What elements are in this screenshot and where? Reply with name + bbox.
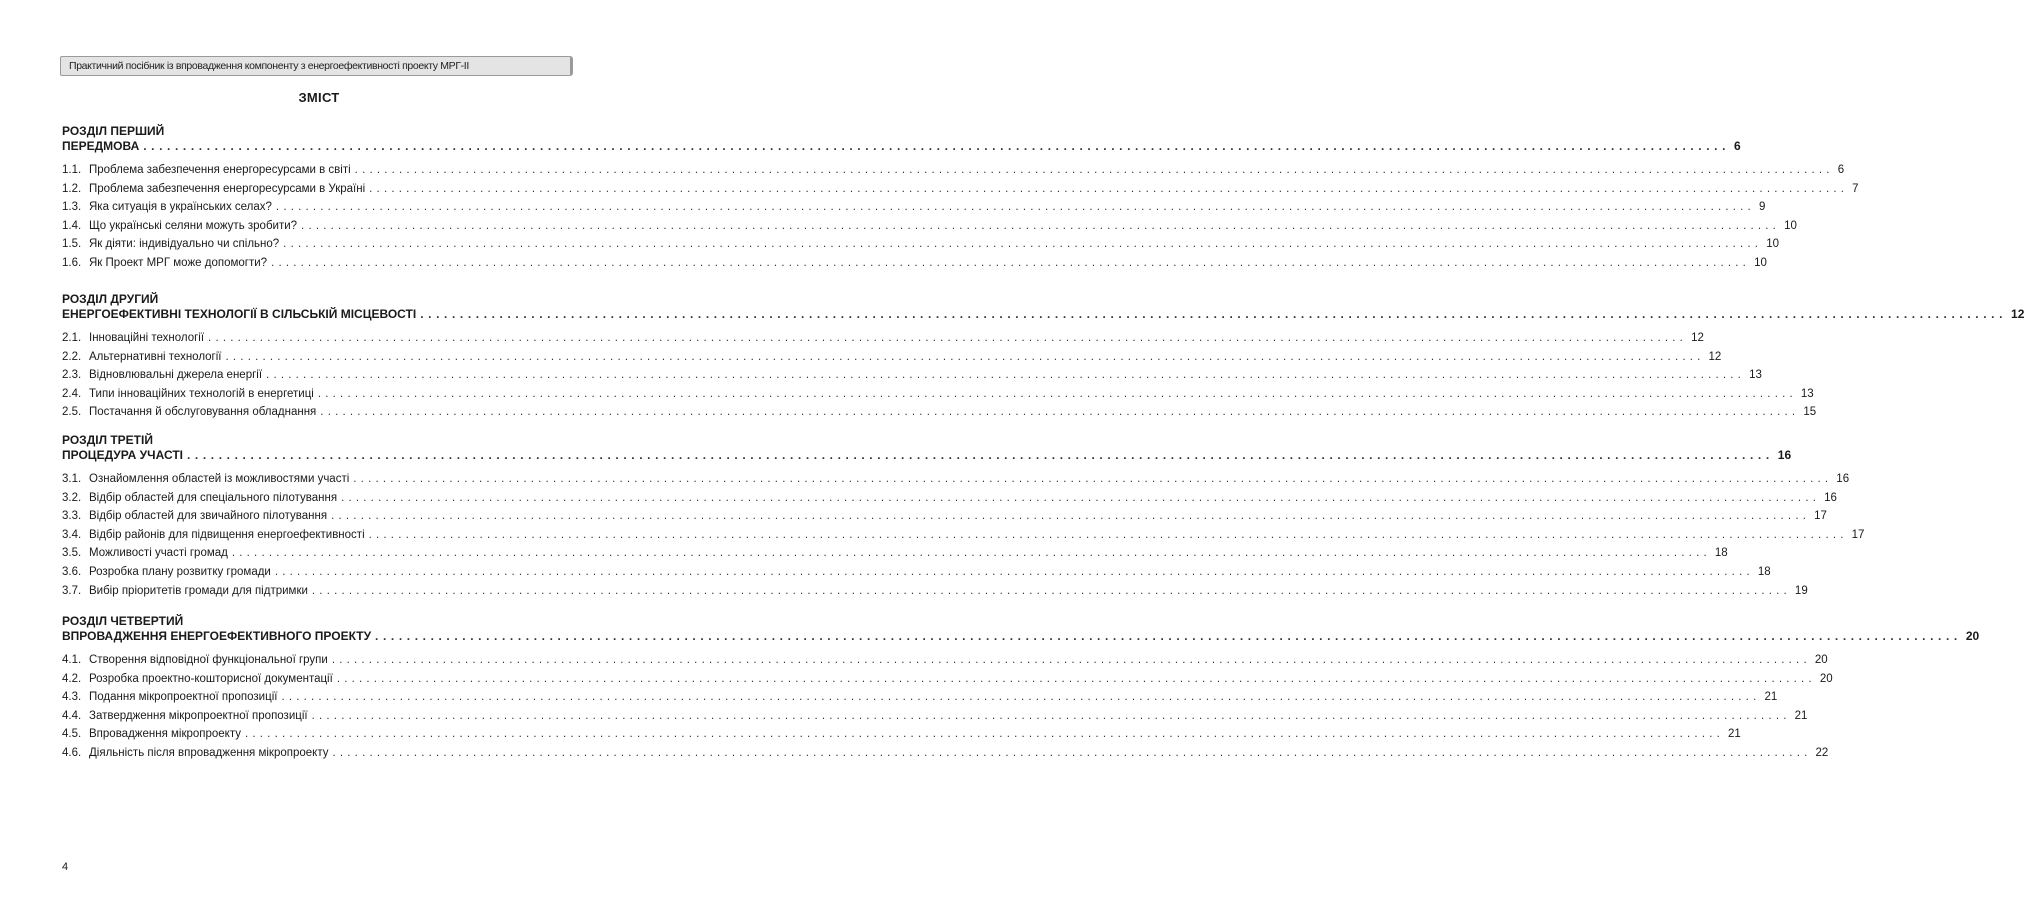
dot-leader: ........................................................................................................................................................................................................	[331, 510, 1811, 523]
dot-leader: ........................................................................................................................................................................................................	[245, 728, 1725, 741]
dot-leader: ........................................................................................................................................................................................................	[186, 448, 1774, 462]
entry-page: 12	[1708, 350, 1722, 363]
section-title-row[interactable]	[62, 307, 2024, 323]
toc-entry[interactable]	[62, 201, 1766, 220]
entry-number: 2.4.	[62, 387, 82, 400]
section-title-row[interactable]	[62, 629, 1980, 645]
dot-leader: ........................................................................................................................................................................................................	[311, 709, 1791, 722]
section-page: 6	[1734, 139, 1741, 153]
entry-page: 18	[1714, 547, 1728, 560]
toc-entry[interactable]	[62, 256, 1767, 276]
toc-entry[interactable]	[62, 369, 1762, 388]
entry-number: 3.6.	[62, 565, 82, 578]
dot-leader: ........................................................................................................................................................................................................	[369, 182, 1849, 195]
entry-label: Відбір районів для підвищення енергоефективності	[89, 528, 365, 541]
toc-entry[interactable]	[62, 528, 1865, 548]
entry-page: 18	[1757, 565, 1771, 578]
entry-label: Проблема забезпечення енергоресурсами в Україні	[89, 182, 366, 195]
entry-label: Альтернативні технології	[89, 350, 222, 363]
toc-entry[interactable]	[62, 219, 1797, 239]
section-name: РОЗДІЛ ТРЕТІЙ	[62, 433, 153, 447]
entry-page: 21	[1728, 728, 1741, 741]
dot-leader: ........................................................................................................................................................................................................	[274, 565, 1754, 578]
entry-page: 13	[1800, 387, 1814, 400]
entry-page: 22	[1815, 746, 1829, 759]
toc-entry[interactable]	[62, 654, 1828, 673]
toc-entry[interactable]	[62, 238, 1779, 257]
toc-entry[interactable]	[62, 510, 1827, 529]
entry-label: Що українські селяни можуть зробити?	[89, 219, 298, 232]
entry-page: 20	[1814, 654, 1828, 666]
entry-page: 16	[1836, 473, 1850, 485]
entry-number: 1.2.	[62, 182, 82, 195]
toc-entry[interactable]	[62, 182, 1859, 202]
toc-entry[interactable]	[62, 672, 1833, 692]
entry-number: 3.5.	[62, 547, 82, 560]
entry-label: Яка ситуація в українських селах?	[89, 201, 272, 214]
toc-section	[62, 124, 1859, 276]
page-number: 4	[62, 861, 69, 873]
entry-page: 17	[1851, 528, 1865, 541]
entry-number: 4.4.	[62, 709, 82, 722]
entry-number: 2.3.	[62, 369, 82, 382]
dot-leader: ........................................................................................................................................................................................................	[341, 491, 1821, 504]
entry-number: 4.2.	[62, 672, 82, 685]
entry-number: 4.5.	[62, 728, 82, 741]
section-page: 20	[1965, 629, 1980, 643]
toc-entry[interactable]	[62, 387, 1814, 407]
entry-page: 6	[1837, 164, 1845, 176]
entry-number: 1.1.	[62, 164, 82, 176]
dot-leader: ........................................................................................................................................................................................................	[332, 746, 1812, 759]
entry-label: Відновлювальні джерела енергії	[89, 369, 263, 382]
entry-number: 3.1.	[62, 473, 82, 485]
dot-leader: ........................................................................................................................................................................................................	[336, 672, 1816, 685]
toc-entry[interactable]	[62, 406, 1817, 425]
dot-leader: ........................................................................................................................................................................................................	[283, 238, 1763, 251]
entry-number: 1.4.	[62, 219, 82, 232]
section-title-row[interactable]	[62, 448, 1792, 464]
entry-page: 19	[1794, 584, 1808, 597]
dot-leader: ........................................................................................................................................................................................................	[231, 547, 1711, 560]
entry-page: 13	[1749, 369, 1762, 382]
entry-number: 1.6.	[62, 256, 82, 269]
entry-label: Розробка плану розвитку громади	[89, 565, 271, 578]
entry-page: 9	[1758, 201, 1766, 214]
entry-label: Створення відповідної функціональної групи	[89, 654, 328, 666]
dot-leader: ........................................................................................................................................................................................................	[271, 256, 1751, 269]
toc-entry[interactable]	[62, 728, 1741, 747]
dot-leader: ........................................................................................................................................................................................................	[266, 369, 1746, 382]
entry-label: Як діяти: індивідуально чи спільно?	[89, 238, 280, 251]
entry-label: Діяльність після впровадження мікропроекту	[89, 746, 329, 759]
entry-label: Постачання й обслуговування обладнання	[89, 406, 317, 419]
entry-page: 10	[1766, 238, 1779, 251]
section-title: ЕНЕРГОЕФЕКТИВНІ ТЕХНОЛОГІЇ В СІЛЬСЬКІЙ МІСЦЕВОСТІ	[62, 307, 417, 321]
entry-number: 2.5.	[62, 406, 82, 419]
toc-section	[62, 292, 2024, 425]
section-name: РОЗДІЛ ДРУГИЙ	[62, 292, 159, 306]
entry-label: Проблема забезпечення енергоресурсами в світі	[89, 164, 351, 176]
toc-entry[interactable]	[62, 691, 1778, 710]
entry-number: 1.3.	[62, 201, 82, 214]
entry-label: Подання мікропроектної пропозиції	[89, 691, 278, 704]
section-page: 16	[1777, 448, 1792, 462]
entry-label: Типи інноваційних технологій в енергетиці	[89, 387, 314, 400]
toc-entry[interactable]	[62, 164, 1845, 183]
entry-page: 10	[1754, 256, 1767, 269]
toc-entry[interactable]	[62, 746, 1829, 766]
dot-leader: ........................................................................................................................................................................................................	[143, 139, 1731, 153]
section-name: РОЗДІЛ ЧЕТВЕРТИЙ	[62, 614, 184, 628]
dot-leader: ........................................................................................................................................................................................................	[368, 528, 1848, 541]
entry-label: Інноваційні технології	[89, 332, 205, 344]
dot-leader: ........................................................................................................................................................................................................	[301, 219, 1781, 232]
toc-entry[interactable]	[62, 491, 1837, 511]
dot-leader: ........................................................................................................................................................................................................	[275, 201, 1755, 214]
dot-leader: ........................................................................................................................................................................................................	[281, 691, 1761, 704]
entry-number: 3.4.	[62, 528, 82, 541]
dot-leader: ........................................................................................................................................................................................................	[354, 164, 1834, 176]
entry-page: 21	[1794, 709, 1808, 722]
dot-leader: ........................................................................................................................................................................................................	[320, 406, 1800, 419]
entry-label: Як Проект МРГ може допомогти?	[89, 256, 268, 269]
entry-page: 12	[1691, 332, 1704, 344]
toc-entry[interactable]	[62, 709, 1808, 729]
toc-section	[62, 614, 1980, 766]
section-title: ПРОЦЕДУРА УЧАСТІ	[62, 448, 183, 462]
entry-page: 7	[1852, 182, 1859, 195]
entry-label: Можливості участі громад	[89, 547, 228, 560]
entry-label: Впровадження мікропроекту	[89, 728, 241, 741]
entry-number: 3.2.	[62, 491, 82, 504]
entry-page: 17	[1814, 510, 1827, 523]
section-name: РОЗДІЛ ПЕРШИЙ	[62, 124, 165, 138]
entry-label: Ознайомлення областей із можливостями участі	[89, 473, 350, 485]
entry-page: 21	[1764, 691, 1778, 704]
section-title: ВПРОВАДЖЕННЯ ЕНЕРГОЕФЕКТИВНОГО ПРОЕКТУ	[62, 629, 372, 643]
toc-section	[62, 433, 1865, 603]
entry-page: 10	[1784, 219, 1797, 232]
entry-number: 2.1.	[62, 332, 82, 344]
entry-page: 15	[1803, 406, 1817, 419]
dot-leader: ........................................................................................................................................................................................................	[420, 307, 2008, 321]
entry-label: Затвердження мікропроектної пропозиції	[89, 709, 308, 722]
entry-page: 16	[1824, 491, 1837, 504]
toc-entry[interactable]	[62, 473, 1850, 492]
toc-entry[interactable]	[62, 565, 1771, 585]
toc-entry[interactable]	[62, 350, 1722, 370]
toc-entry[interactable]	[62, 332, 1704, 351]
entry-number: 4.6.	[62, 746, 82, 759]
entry-number: 3.3.	[62, 510, 82, 523]
entry-label: Відбір областей для спеціального пілотування	[89, 491, 338, 504]
dot-leader: ........................................................................................................................................................................................................	[311, 584, 1791, 597]
entry-number: 2.2.	[62, 350, 82, 363]
dot-leader: ........................................................................................................................................................................................................	[208, 332, 1688, 344]
toc-entry[interactable]	[62, 584, 1808, 604]
entry-number: 3.7.	[62, 584, 82, 597]
section-page: 12	[2011, 307, 2024, 321]
dot-leader: ........................................................................................................................................................................................................	[225, 350, 1705, 363]
entry-label: Відбір областей для звичайного пілотування	[89, 510, 328, 523]
toc-title: ЗМІСТ	[298, 90, 340, 105]
entry-number: 1.5.	[62, 238, 82, 251]
dot-leader: ........................................................................................................................................................................................................	[353, 473, 1833, 485]
toc-entry[interactable]	[62, 547, 1728, 566]
running-header: Практичний посібник із впровадження компоненту з енергоефективності проекту МРГ-ІІ	[60, 56, 573, 76]
section-title-row[interactable]	[62, 139, 1741, 155]
section-title: ПЕРЕДМОВА	[62, 139, 140, 153]
entry-number: 4.1.	[62, 654, 82, 666]
dot-leader: ........................................................................................................................................................................................................	[317, 387, 1797, 400]
entry-label: Розробка проектно-кошторисної документації	[89, 672, 333, 685]
dot-leader: ........................................................................................................................................................................................................	[331, 654, 1811, 666]
entry-page: 20	[1819, 672, 1833, 685]
entry-number: 4.3.	[62, 691, 82, 704]
dot-leader: ........................................................................................................................................................................................................	[375, 629, 1962, 643]
entry-label: Вибір пріоритетів громади для підтримки	[89, 584, 308, 597]
